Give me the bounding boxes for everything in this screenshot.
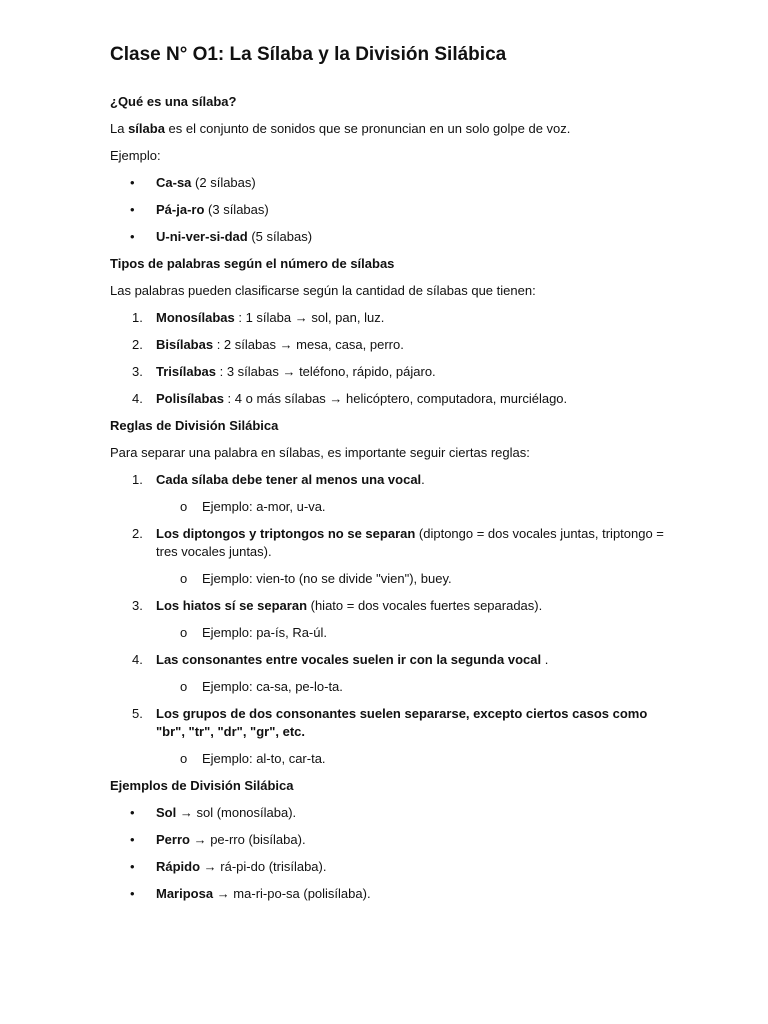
- rule-note: (diptongo = dos vocales juntas, triptongo = tres vocales juntas).: [156, 526, 664, 559]
- example-division: → pe-rro (bisílaba).: [189, 832, 306, 847]
- word-type-description: : 4 o más sílabas → helicóptero, computadora, murciélago.: [223, 391, 568, 406]
- section-heading-ejemplos: Ejemplos de División Silábica: [110, 778, 294, 793]
- rule-example-text: Ejemplo: a-mor, u-va.: [202, 499, 326, 514]
- document-page: [110, 42, 670, 912]
- rule-item: [110, 525, 670, 588]
- bullet-icon: •: [130, 202, 135, 217]
- rule-note: .: [541, 652, 549, 667]
- rule-example-text: Ejemplo: pa-ís, Ra-úl.: [202, 625, 327, 640]
- word-type-description: : 3 sílabas → teléfono, rápido, pájaro.: [215, 364, 436, 379]
- rule-example: [156, 570, 670, 588]
- list-item: [110, 804, 670, 822]
- circle-bullet-icon: o: [180, 625, 188, 640]
- word-type-description: : 1 sílaba → sol, pan, luz.: [234, 310, 385, 325]
- list-item: [110, 309, 670, 327]
- section-intro: Para separar una palabra en sílabas, es importante seguir ciertas reglas:: [110, 445, 530, 460]
- rule-example: [156, 624, 670, 642]
- list-item: [110, 390, 670, 408]
- example-count: (2 sílabas): [191, 175, 256, 190]
- example-word: Perro: [156, 832, 190, 847]
- bullet-icon: •: [130, 229, 135, 244]
- bullet-icon: •: [130, 859, 135, 874]
- section-heading-reglas: Reglas de División Silábica: [110, 418, 279, 433]
- example-word: Sol: [156, 805, 177, 820]
- list-number: 4.: [132, 391, 143, 406]
- definition-paragraph: [110, 120, 670, 138]
- list-item: [110, 885, 670, 903]
- list-item: [110, 201, 670, 219]
- circle-bullet-icon: o: [180, 499, 188, 514]
- list-number: 4.: [132, 652, 143, 667]
- rule-text: Cada sílaba debe tener al menos una vocal: [156, 472, 422, 487]
- word-types-list: [110, 309, 670, 408]
- circle-bullet-icon: o: [180, 679, 188, 694]
- syllable-example-list: [110, 174, 670, 246]
- rule-text: Los hiatos sí se separan: [156, 598, 308, 613]
- rule-example: [156, 750, 670, 768]
- list-item: [110, 858, 670, 876]
- circle-bullet-icon: o: [180, 571, 188, 586]
- example-word: Mariposa: [156, 886, 214, 901]
- rules-list: [110, 471, 670, 768]
- example-count: (5 sílabas): [247, 229, 313, 244]
- list-number: 2.: [132, 337, 143, 352]
- rule-text: Los grupos de dos consonantes suelen separarse, excepto ciertos casos como "br", "tr", "dr", "gr", etc.: [156, 706, 648, 739]
- list-item: [110, 336, 670, 354]
- word-type-description: : 2 sílabas → mesa, casa, perro.: [213, 337, 404, 352]
- section-heading-tipos-palabras: Tipos de palabras según el número de sílabas: [110, 256, 395, 271]
- list-number: 5.: [132, 706, 143, 721]
- bullet-icon: •: [130, 886, 135, 901]
- rule-item: [110, 705, 670, 768]
- list-number: 2.: [132, 526, 143, 541]
- rule-example-text: Ejemplo: vien-to (no se divide "vien"), buey.: [202, 571, 452, 586]
- word-type: Trisílabas: [156, 364, 216, 379]
- list-number: 3.: [132, 598, 143, 613]
- word-type: Bisílabas: [156, 337, 214, 352]
- example-word: Rápido: [156, 859, 201, 874]
- circle-bullet-icon: o: [180, 751, 188, 766]
- list-number: 1.: [132, 310, 143, 325]
- rule-text: Las consonantes entre vocales suelen ir con la segunda vocal: [156, 652, 542, 667]
- definition-text-post: es el conjunto de sonidos que se pronuncian en un solo golpe de voz.: [164, 121, 571, 136]
- rule-example-text: Ejemplo: al-to, car-ta.: [202, 751, 326, 766]
- list-number: 1.: [132, 472, 143, 487]
- section-heading-que-es-silaba: ¿Qué es una sílaba?: [110, 94, 237, 109]
- definition-term: sílaba: [128, 121, 165, 136]
- rule-item: [110, 597, 670, 642]
- example-division: → rá-pi-do (trisílaba).: [200, 859, 327, 874]
- list-number: 3.: [132, 364, 143, 379]
- list-item: [110, 363, 670, 381]
- division-example-list: [110, 804, 670, 903]
- rule-item: [110, 651, 670, 696]
- example-division: → sol (monosílaba).: [176, 805, 297, 820]
- bullet-icon: •: [130, 805, 135, 820]
- bullet-icon: •: [130, 175, 135, 190]
- rule-note: .: [421, 472, 425, 487]
- list-item: [110, 228, 670, 246]
- section-intro: Las palabras pueden clasificarse según la cantidad de sílabas que tienen:: [110, 283, 536, 298]
- list-item: [110, 831, 670, 849]
- document-title: Clase N° O1: La Sílaba y la División Silábica: [110, 44, 507, 65]
- example-word: Ca-sa: [156, 175, 192, 190]
- example-division: → ma-ri-po-sa (polisílaba).: [213, 886, 371, 901]
- rule-example-text: Ejemplo: ca-sa, pe-lo-ta.: [202, 679, 343, 694]
- bullet-icon: •: [130, 832, 135, 847]
- example-word: Pá-ja-ro: [156, 202, 205, 217]
- example-word: U-ni-ver-si-dad: [156, 229, 248, 244]
- rule-note: (hiato = dos vocales fuertes separadas).: [307, 598, 543, 613]
- list-item: [110, 174, 670, 192]
- word-type: Monosílabas: [156, 310, 235, 325]
- example-count: (3 sílabas): [204, 202, 269, 217]
- definition-text-pre: La: [110, 121, 129, 136]
- example-label: Ejemplo:: [110, 148, 161, 163]
- word-type: Polisílabas: [156, 391, 224, 406]
- rule-text: Los diptongos y triptongos no se separan: [156, 526, 416, 541]
- rule-item: [110, 471, 670, 516]
- rule-example: [156, 498, 670, 516]
- rule-example: [156, 678, 670, 696]
